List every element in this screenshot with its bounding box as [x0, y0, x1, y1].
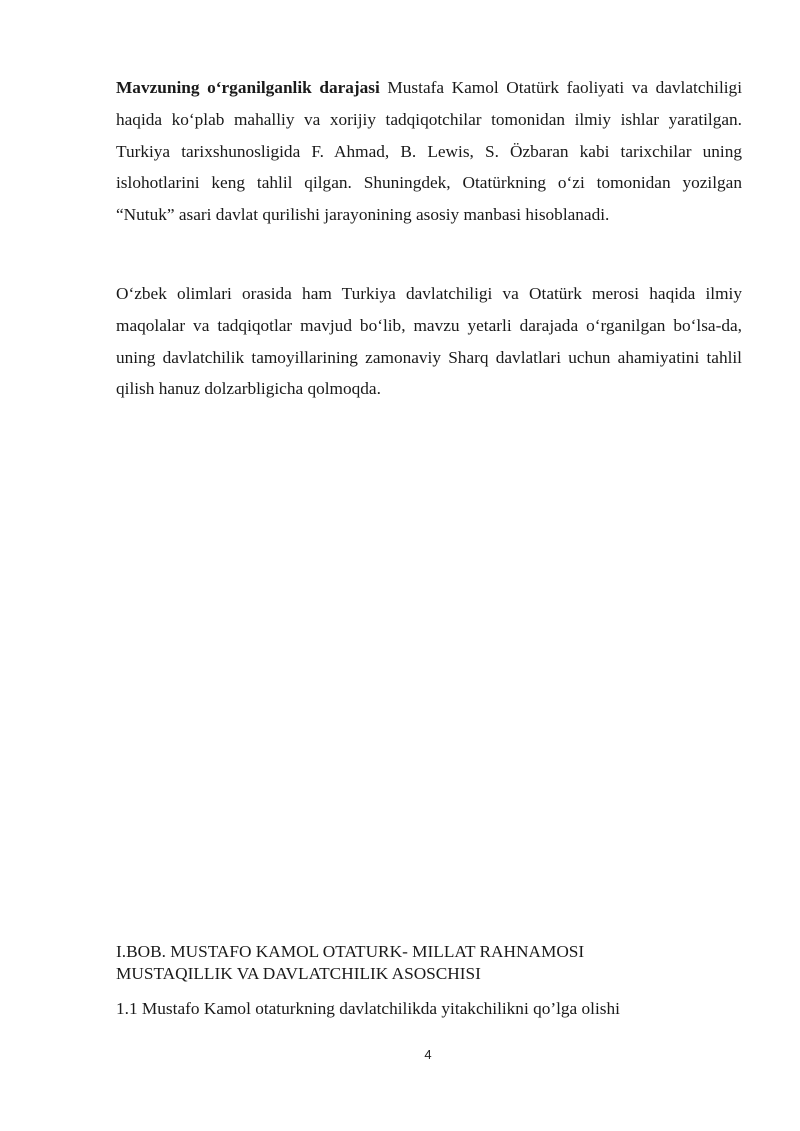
paragraph-literature-review: [116, 72, 742, 231]
page-number: 4: [424, 1047, 432, 1062]
section-heading: 1.1 Mustafo Kamol otaturkning davlatchilikda yitakchilikni qo’lga olishi: [116, 999, 620, 1018]
paragraph-body: Mustafa Kamol Otatürk faoliyati va davlatchiligi haqida ko‘plab mahalliy va xorijiy tadqiqotchilar tomonidan ilmiy ishlar yaratilgan. Turkiya tarixshunosligida F. Ahmad, B. Lewis, S. Özbaran kabi tarixchilar uning islohotlarini keng tahlil qilgan. Shuningdek, Otatürkning o‘zi tomonidan yozilgan “Nutuk” asari davlat qurilishi jarayonining asosiy manbasi hisoblanadi.: [116, 78, 742, 225]
paragraph-body: O‘zbek olimlari orasida ham Turkiya davlatchiligi va Otatürk merosi haqida ilmiy maqolalar va tadqiqotlar mavjud bo‘lib, mavzu yetarli darajada o‘rganilgan bo‘lsa-da, uning davlatchilik tamoyillarining zamonaviy Sharq davlatlari uchun ahamiyatini tahlil qilish hanuz dolzarbligicha qolmoqda.: [116, 284, 742, 399]
paragraph-lead-heading: Mavzuning o‘rganilganlik darajasi: [116, 78, 380, 97]
chapter-heading-line-1: I.BOB. MUSTAFO KAMOL OTATURK- MILLAT RAHNAMOSI: [116, 942, 585, 961]
paragraph-uzbek-scholars: [116, 278, 742, 405]
chapter-heading: [116, 941, 716, 985]
chapter-heading-line-2: MUSTAQILLIK VA DAVLATCHILIK ASOSCHISI: [116, 964, 481, 983]
